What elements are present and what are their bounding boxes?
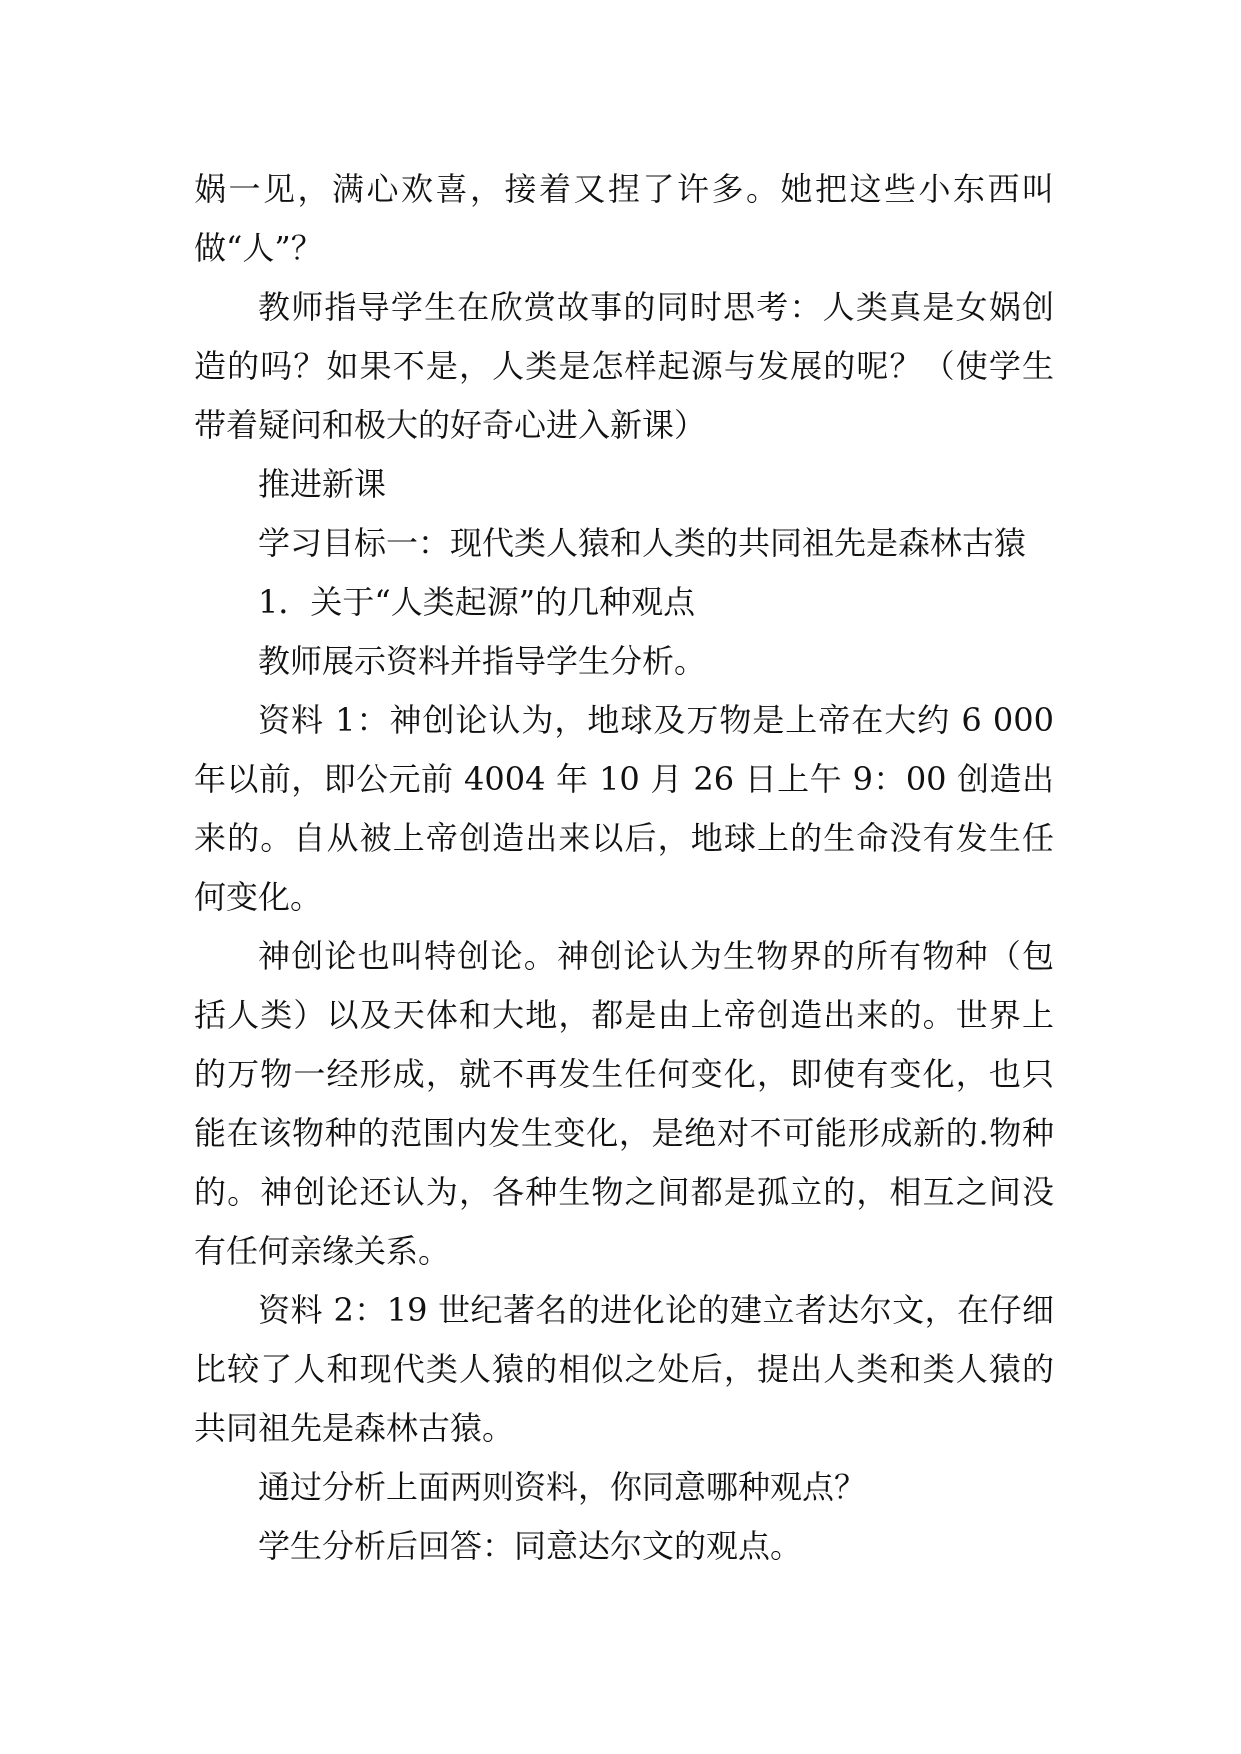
paragraph-2: 教师指导学生在欣赏故事的同时思考：人类真是女娲创造的吗？如果不是，人类是怎样起源与发展的呢？（使学生带着疑问和极大的好奇心进入新课） (194, 288, 1054, 444)
paragraph-1: 娲一见，满心欢喜，接着又捏了许多。她把这些小东西叫做“人”？ (194, 170, 1054, 267)
section-heading: 推进新课 (258, 465, 387, 503)
material-1: 资料 1：神创论认为，地球及万物是上帝在大约 6 000 年以前，即公元前 4004 年 10 月 26 日上午 9：00 创造出来的。自从被上帝创造出来以后，地球上的生命没有发生任何变化。 (194, 701, 1054, 916)
paragraph-instruction: 教师展示资料并指导学生分析。 (258, 642, 707, 680)
learning-objective: 学习目标一：现代类人猿和人类的共同祖先是森林古猿 (258, 524, 1027, 562)
document-page (194, 160, 1054, 1576)
paragraph-creationism: 神创论也叫特创论。神创论认为生物界的所有物种（包括人类）以及天体和大地，都是由上帝创造出来的。世界上的万物一经形成，就不再发生任何变化，即使有变化，也只能在该物种的范围内发生变化，是绝对不可能形成新的.物种的。神创论还认为，各种生物之间都是孤立的，相互之间没有任何亲缘关系。 (194, 937, 1054, 1270)
material-2: 资料 2：19 世纪著名的进化论的建立者达尔文，在仔细比较了人和现代类人猿的相似之处后，提出人类和类人猿的共同祖先是森林古猿。 (194, 1291, 1054, 1447)
subsection-heading: 1．关于“人类起源”的几种观点 (258, 583, 696, 621)
student-answer: 学生分析后回答：同意达尔文的观点。 (258, 1527, 803, 1565)
question: 通过分析上面两则资料，你同意哪种观点？ (258, 1468, 867, 1506)
